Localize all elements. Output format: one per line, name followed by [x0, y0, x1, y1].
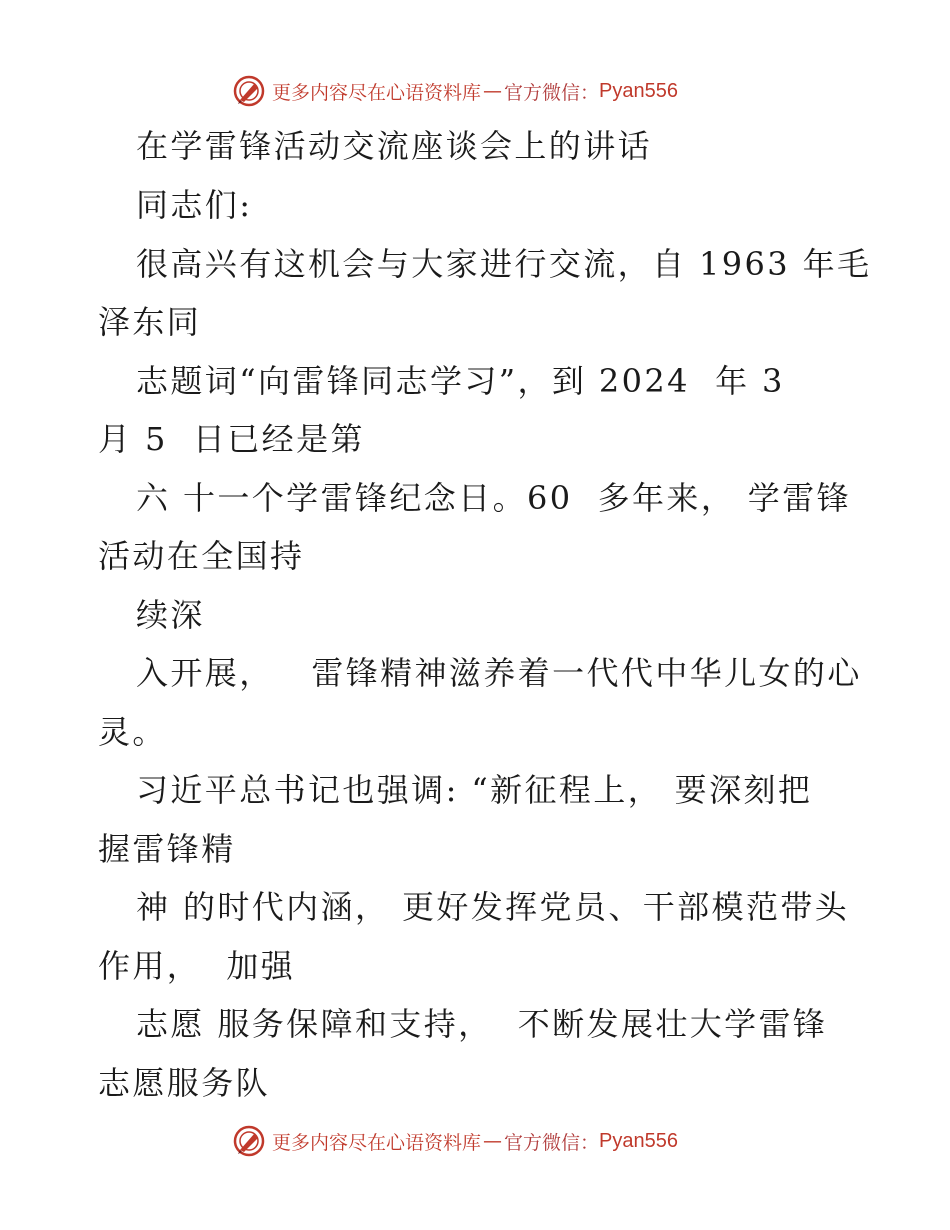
text-line: 志愿 服务保障和支持， 不断发展壮大学雷锋: [136, 1005, 828, 1043]
wechat-id: Pyan556: [599, 1129, 678, 1152]
text-line: 泽东同: [98, 303, 202, 341]
pen-logo-icon: [232, 1124, 266, 1158]
text-line: 神 的时代内涵， 更好发挥党员、干部模范带头: [136, 888, 850, 926]
banner-dash: —: [483, 80, 503, 102]
document-title: 在学雷锋活动交流座谈会上的讲话: [136, 127, 653, 165]
wechat-label: 官方微信：: [504, 81, 600, 104]
text-line: 六 十一个学雷锋纪念日。60 多年来， 学雷锋: [136, 479, 852, 517]
wechat-id: Pyan556: [599, 79, 678, 102]
banner-text: 更多内容尽在心语资料库: [272, 81, 482, 104]
text-line: 续深: [136, 596, 205, 634]
text-line: 握雷锋精: [98, 830, 236, 868]
text-line: 灵。: [98, 713, 167, 751]
text-line: 活动在全国持: [98, 537, 305, 575]
text-line: 志题词“向雷锋同志学习”，到 2024 年 3: [136, 362, 785, 400]
text-line: 作用， 加强: [98, 947, 296, 985]
text-line: 同志们:: [136, 186, 253, 224]
wechat-label: 官方微信：: [504, 1131, 600, 1154]
text-line: 很高兴有这机会与大家进行交流，自 1963 年毛: [136, 245, 872, 283]
text-line: 月 5 日已经是第: [98, 420, 365, 458]
text-line: 志愿服务队: [98, 1064, 271, 1102]
pen-logo-icon: [232, 74, 266, 108]
banner-dash: —: [483, 1130, 503, 1152]
header-watermark: [232, 73, 678, 109]
text-line: 入开展， 雷锋精神滋养着一代代中华儿女的心: [136, 654, 862, 692]
banner-text: 更多内容尽在心语资料库: [272, 1131, 482, 1154]
text-line: 习近平总书记也强调: “新征程上， 要深刻把: [136, 771, 813, 809]
footer-watermark: [232, 1123, 678, 1159]
